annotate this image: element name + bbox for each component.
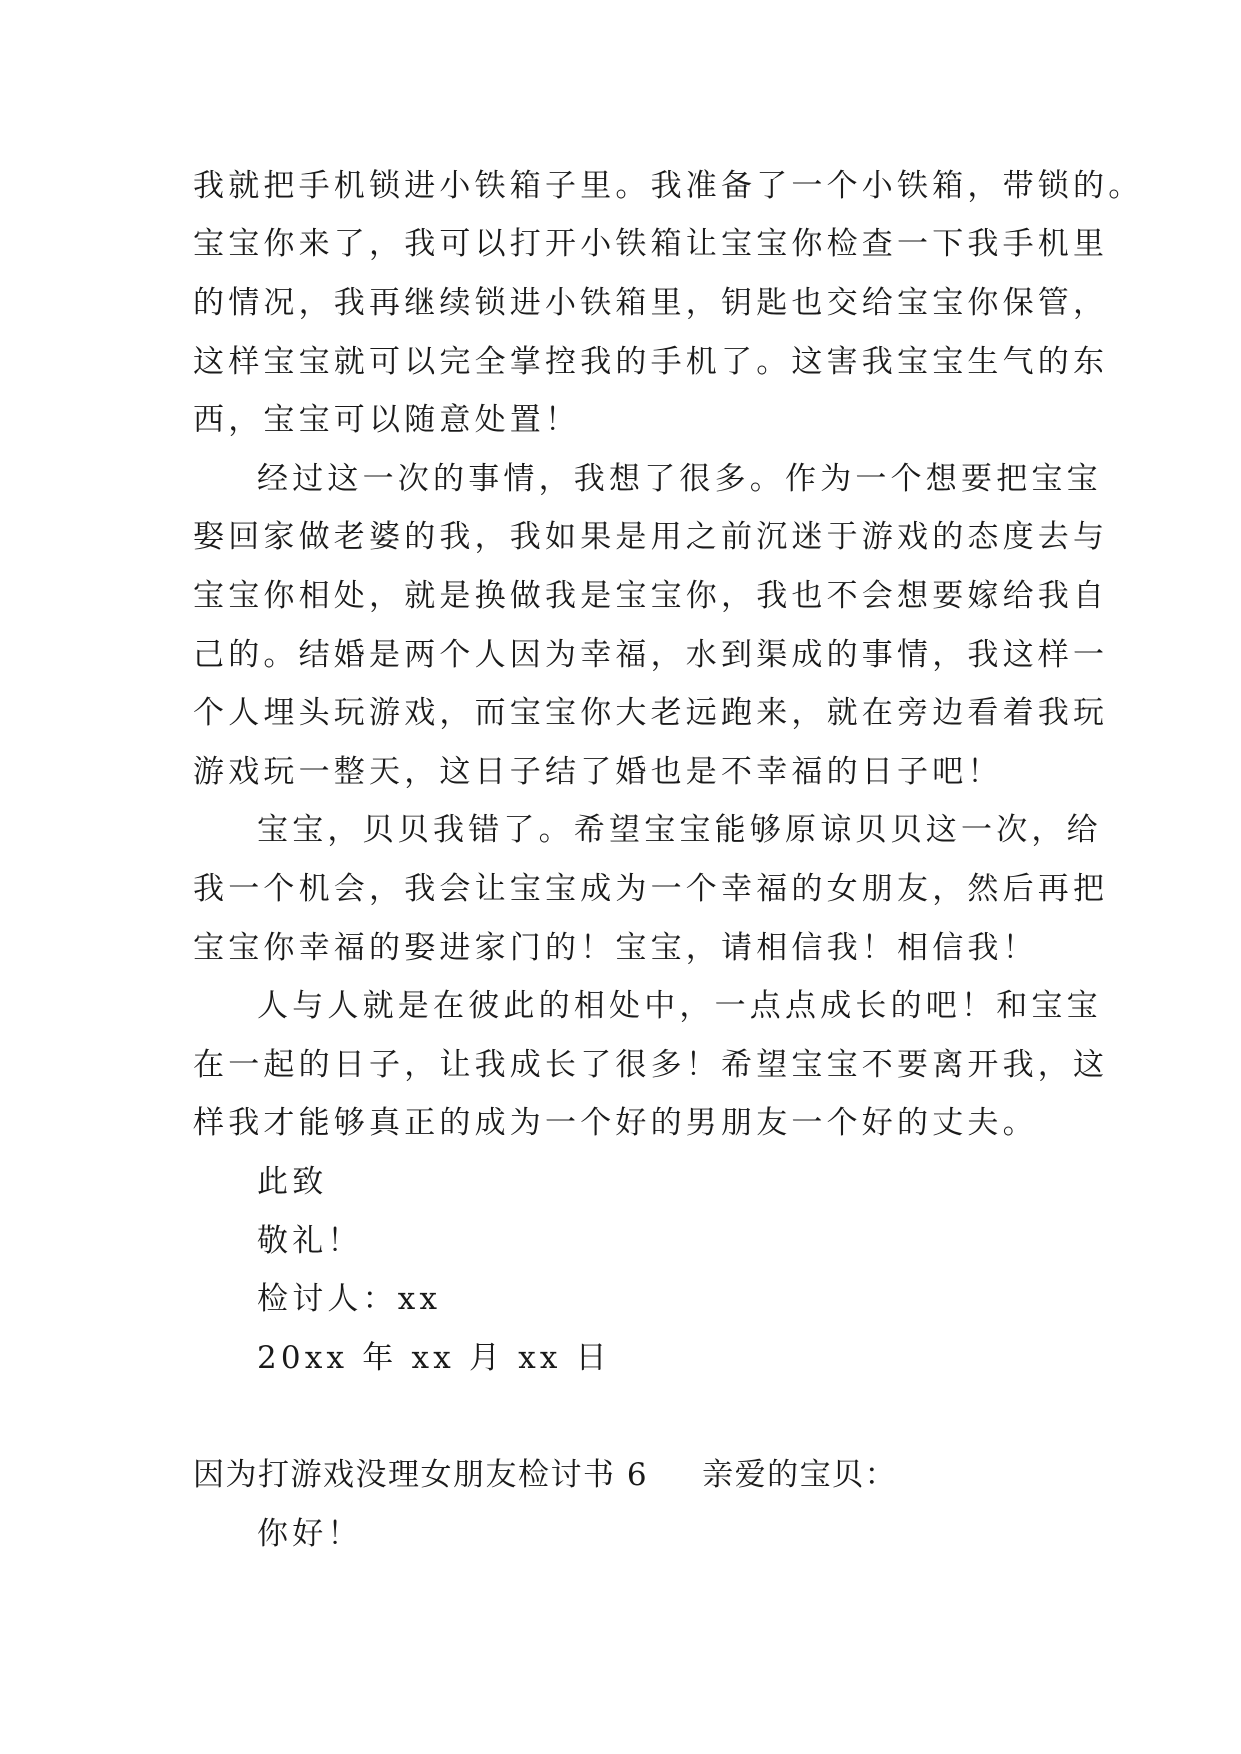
signature-line: 检讨人：xx xyxy=(257,1281,442,1317)
text-line: 西，宝宝可以随意处置！ xyxy=(193,402,581,438)
paragraph-start: 宝宝，贝贝我错了。希望宝宝能够原谅贝贝这一次，给 xyxy=(257,812,1102,848)
text-line: 在一起的日子，让我成长了很多！希望宝宝不要离开我，这 xyxy=(193,1047,1109,1083)
paragraph-start: 经过这一次的事情，我想了很多。作为一个想要把宝宝 xyxy=(257,461,1102,497)
text-line: 宝宝你幸福的娶进家门的！宝宝，请相信我！相信我！ xyxy=(193,930,1038,966)
greeting-line: 你好！ xyxy=(257,1516,363,1552)
text-line: 我就把手机锁进小铁箱子里。我准备了一个小铁箱，带锁的。 xyxy=(193,168,1144,204)
paragraph-start: 人与人就是在彼此的相处中，一点点成长的吧！和宝宝 xyxy=(257,988,1102,1024)
text-line: 游戏玩一整天，这日子结了婚也是不幸福的日子吧！ xyxy=(193,754,1003,790)
text-line: 娶回家做老婆的我，我如果是用之前沉迷于游戏的态度去与 xyxy=(193,519,1109,555)
date-line: 20xx 年 xx 月 xx 日 xyxy=(257,1340,611,1376)
section-heading-row xyxy=(193,1455,897,1495)
salutation: 亲爱的宝贝： xyxy=(702,1457,898,1493)
text-line: 宝宝你来了，我可以打开小铁箱让宝宝你检查一下我手机里 xyxy=(193,226,1109,262)
text-line: 宝宝你相处，就是换做我是宝宝你，我也不会想要嫁给我自 xyxy=(193,578,1109,614)
text-line: 的情况，我再继续锁进小铁箱里，钥匙也交给宝宝你保管， xyxy=(193,285,1109,321)
text-line: 己的。结婚是两个人因为幸福，水到渠成的事情，我这样一 xyxy=(193,637,1109,673)
closing-salute: 敬礼！ xyxy=(257,1223,363,1259)
text-line: 我一个机会，我会让宝宝成为一个幸福的女朋友，然后再把 xyxy=(193,871,1109,907)
closing-line: 此致 xyxy=(257,1164,328,1200)
text-line: 这样宝宝就可以完全掌控我的手机了。这害我宝宝生气的东 xyxy=(193,344,1109,380)
text-line: 个人埋头玩游戏，而宝宝你大老远跑来，就在旁边看着我玩 xyxy=(193,695,1109,731)
section-title: 因为打游戏没理女朋友检讨书 6 xyxy=(193,1457,649,1493)
text-line: 样我才能够真正的成为一个好的男朋友一个好的丈夫。 xyxy=(193,1105,1038,1141)
